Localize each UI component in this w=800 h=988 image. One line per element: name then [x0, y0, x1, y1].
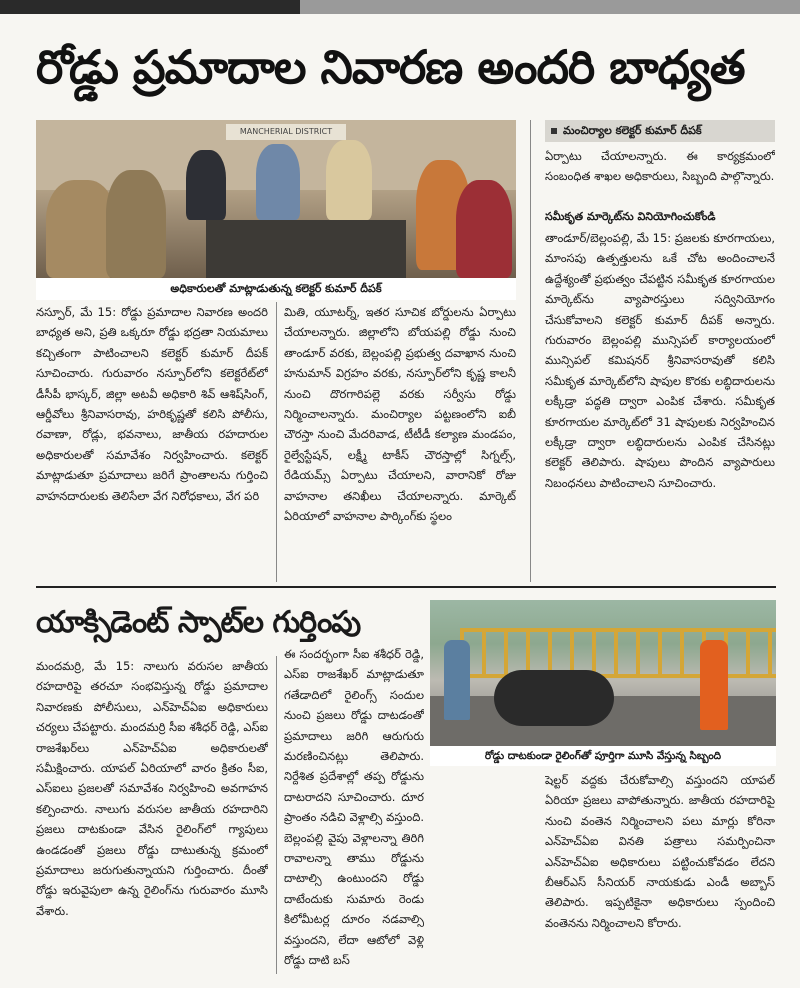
secondary-headline: యాక్సిడెంట్ స్పాట్‌ల గుర్తింపు	[36, 605, 361, 640]
article1-text-col1: నస్పూర్, మే 15: రోడ్డు ప్రమాదాల నివారణ అందరి బాధ్యత అని, ప్రతి ఒక్కరూ రోడ్డు భద్రతా నియమాలు కచ్చితంగా పాటించాలని కలెక్టర్ కుమార్ దీపక్ సూచించారు. గురువారం నస్పూర్‌లోని కలెక్టరేట్‌లో డీసీపీ భాస్కర్, జిల్లా అటవీ అధికారి శివ్ ఆశిష్‌సింగ్, ఆర్డీవోలు శ్రీనివాసరావు, హరికృష్ణతో కలిసి పోలీసు, రవాణా, రోడ్లు, భవనాలు, జాతీయ రహదారుల అధికారులతో సమావేశం నిర్వహించారు. కలెక్టర్ మాట్లాడుతూ ప్రమాదాలు జరిగే ప్రాంతాలను గుర్తించి వాహనదారులకు తెలిసేలా వేగ నిరోధకాలు, వేగ పరి	[36, 305, 268, 503]
article3-text-col3: షెల్టర్ వద్దకు చేరుకోవాల్సి వస్తుందని యాపల్ ఏరియా ప్రజలు వాపోతున్నారు. జాతీయ రహదారిపై నుంచి వంతెన నిర్మించాలని పలు మార్లు కోరినా ఎన్‌హెచ్‌ఏఐ వినతి పత్రాలు సమర్పించినా ఎన్‌హెచ్‌ఏఐ అధికారులు పట్టించుకోవడం లేదని బీఆర్ఎస్ సీనియర్ నాయకుడు ఎండీ అబ్బాస్ తెలిపారు. ఇప్పటికైనా అధికారులు స్పందించి వంతెనను నిర్మించాలని కోరారు.	[545, 773, 775, 930]
article3-column-1	[36, 656, 268, 976]
market-subheading: సమీకృత మార్కెట్‌ను వినియోగించుకోండి	[545, 210, 716, 223]
photo-pedestrian	[444, 640, 470, 720]
bullet-icon	[551, 128, 557, 134]
section-divider	[36, 586, 776, 588]
photo-person	[186, 150, 226, 220]
photo-worker	[700, 640, 728, 730]
article1-column-1	[36, 302, 268, 584]
photo2-caption: రోడ్డు దాటకుండా రైలింగ్‌తో పూర్తిగా మూసి వేస్తున్న సిబ్బంది	[430, 746, 776, 766]
column-divider	[276, 302, 277, 582]
top-color-bar-dark	[0, 0, 300, 14]
photo-person	[456, 180, 512, 278]
byline	[545, 120, 775, 142]
article2-text: తాండూర్/బెల్లంపల్లి, మే 15: ప్రజలకు కూరగాయలు, మాంసపు ఉత్పత్తులను ఒకే చోట అందించాలనే ఉద్దేశ్యంతో ప్రభుత్వం చేపట్టిన సమీకృత కూరగాయల మార్కెట్‌ను వ్యాపారస్తులు సద్వినియోగం చేసుకోవాలని కలెక్టర్ కుమార్ దీపక్ అన్నారు. గురువారం బెల్లంపల్లి మున్సిపల్ కార్యాలయంలో మున్సిపల్ కమిషనర్ శ్రీనివాసరావుతో కలిసి సమీకృత మార్కెట్‌లోని షాపుల కొరకు లబ్ధిదారులను లక్కీడ్రా పద్ధతి ద్వారా ఎంపిక చేశారు. సమీకృత కూరగాయల మార్కెట్‌లో 31 షాపులకు నిర్వహించిన లక్కీడ్రా ద్వారా లబ్ధిదారులను ఎంపిక చేసినట్లు కలెక్టర్ తెలిపారు. షాపులు పొందిన వ్యాపారులు నిబంధనలు పాటించాలని సూచించారు.	[545, 231, 775, 490]
photo-caption: అధికారులతో మాట్లాడుతున్న కలెక్టర్ కుమార్ దీపక్	[36, 278, 516, 300]
article1-column-3	[545, 146, 775, 206]
article3-text-col1: మందమర్రి, మే 15: నాలుగు వరుసల జాతీయ రహదారిపై తరచూ సంభవిస్తున్న రోడ్డు ప్రమాదాల నివారణకు పోలీసులు, ఎన్‌హెచ్‌ఏఐ అధికారులు చర్యలు చేపట్టారు. మందమర్రి సీఐ శశీధర్ రెడ్డి, ఎస్ఐ రాజశేఖర్‌లు ఎన్‌హెచ్‌ఏఐ అధికారులతో సమీక్షించారు. యాపల్ ఏరియాలో వారం క్రితం సీఐ, ఎస్ఐలు ప్రజలతో సమావేశం నిర్వహించి అవగాహన కల్పించారు. నాలుగు వరుసల జాతీయ రహదారిని ప్రజలు దాటకుండా వేసిన రైలింగ్‌లో గ్యాపులు ఉండడంతో ప్రజలు రోడ్డు దాటుతున్న క్రమంలో ప్రమాదాలు జరుగుతున్నాయని గుర్తించారు. దీంతో రోడ్డు ఇరువైపులా ఉన్న రైలింగ్‌ను గురువారం మూసి వేశారు.	[36, 659, 268, 918]
byline-text: మంచిర్యాల కలెక్టర్ కుమార్ దీపక్	[563, 124, 702, 137]
article1-text-col2: మితి, యూటర్న్, ఇతర సూచిక బోర్డులను ఏర్పాటు చేయాలన్నారు. జిల్లాలోని బోయపల్లి రోడ్డు నుంచి తాండూర్ వరకు, బెల్లంపల్లి ప్రభుత్వ దవాఖాన నుంచి హనుమాన్ విగ్రహం వరకు, నస్పూర్‌లోని కృష్ణ కాలనీ నుంచి దొరగారిపల్లె వరకు సర్వీసు రోడ్డు నిర్మించాలన్నారు. మంచిర్యాల పట్టణంలోని ఐబీ చౌరస్తా నుంచి మేదరివాడ, టీటీడీ కల్యాణ మండపం, రైల్వేస్టేషన్, లక్ష్మీ టాకీస్ చౌరస్తాల్లో సిగ్నల్స్, రేడియమ్స్ ఏర్పాటు చేయాలని, వారానికో రోజు వాహనాల తనిఖీలు చేయాలన్నారు. మార్కెట్ ఏరియాలో వాహనాల పార్కింగ్‌కు స్థలం	[284, 305, 516, 524]
photo-collector-meeting	[36, 120, 516, 278]
main-headline: రోడ్డు ప్రమాదాల నివారణ అందరి బాధ్యత	[36, 40, 745, 94]
photo-person	[106, 170, 166, 278]
photo-banner: MANCHERIAL DISTRICT	[226, 124, 346, 140]
top-color-bar	[0, 0, 800, 14]
photo-railing-closure	[430, 600, 776, 746]
article3-column-2	[284, 644, 424, 976]
article1-column-2	[284, 302, 516, 584]
article3-column-3	[545, 770, 775, 976]
photo-railing	[460, 628, 776, 678]
photo-table	[206, 220, 406, 278]
column-divider	[530, 120, 531, 582]
column-divider	[276, 656, 277, 974]
photo-person	[256, 144, 300, 220]
photo-motorbike	[494, 670, 614, 726]
article2-column	[545, 228, 775, 582]
photo-person	[326, 140, 372, 220]
article1-text-col3: ఏర్పాటు చేయాలన్నారు. ఈ కార్యక్రమంలో సంబంధిత శాఖల అధికారులు, సిబ్బంది పాల్గొన్నారు.	[545, 149, 775, 184]
article3-text-col2: ఈ సందర్భంగా సీఐ శశీధర్ రెడ్డి, ఎస్ఐ రాజశేఖర్ మాట్లాడుతూ గతేడాదిలో రైలింగ్స్ సందుల నుంచి ప్రజలు రోడ్డు దాటడంతో ప్రమాదాలు జరిగి ఆరుగురు మరణించినట్లు తెలిపారు. నిర్దేశిత ప్రదేశాల్లో తప్ప రోడ్డును దాటరాదని సూచించారు. దూర ప్రాంతం నడిచి వెళ్లాల్సి వస్తుంది. బెల్లంపల్లి వైపు వెళ్లాలన్నా తిరిగి రావాలన్నా తాము రోడ్డును దాటాల్సి ఉంటుందని రోడ్డు దాటేందుకు సుమారు రెండు కిలోమీటర్ల దూరం నడవాల్సి వస్తుందని, లేదా ఆటోలో వెళ్లి రోడ్డు దాటి బస్	[284, 647, 424, 968]
